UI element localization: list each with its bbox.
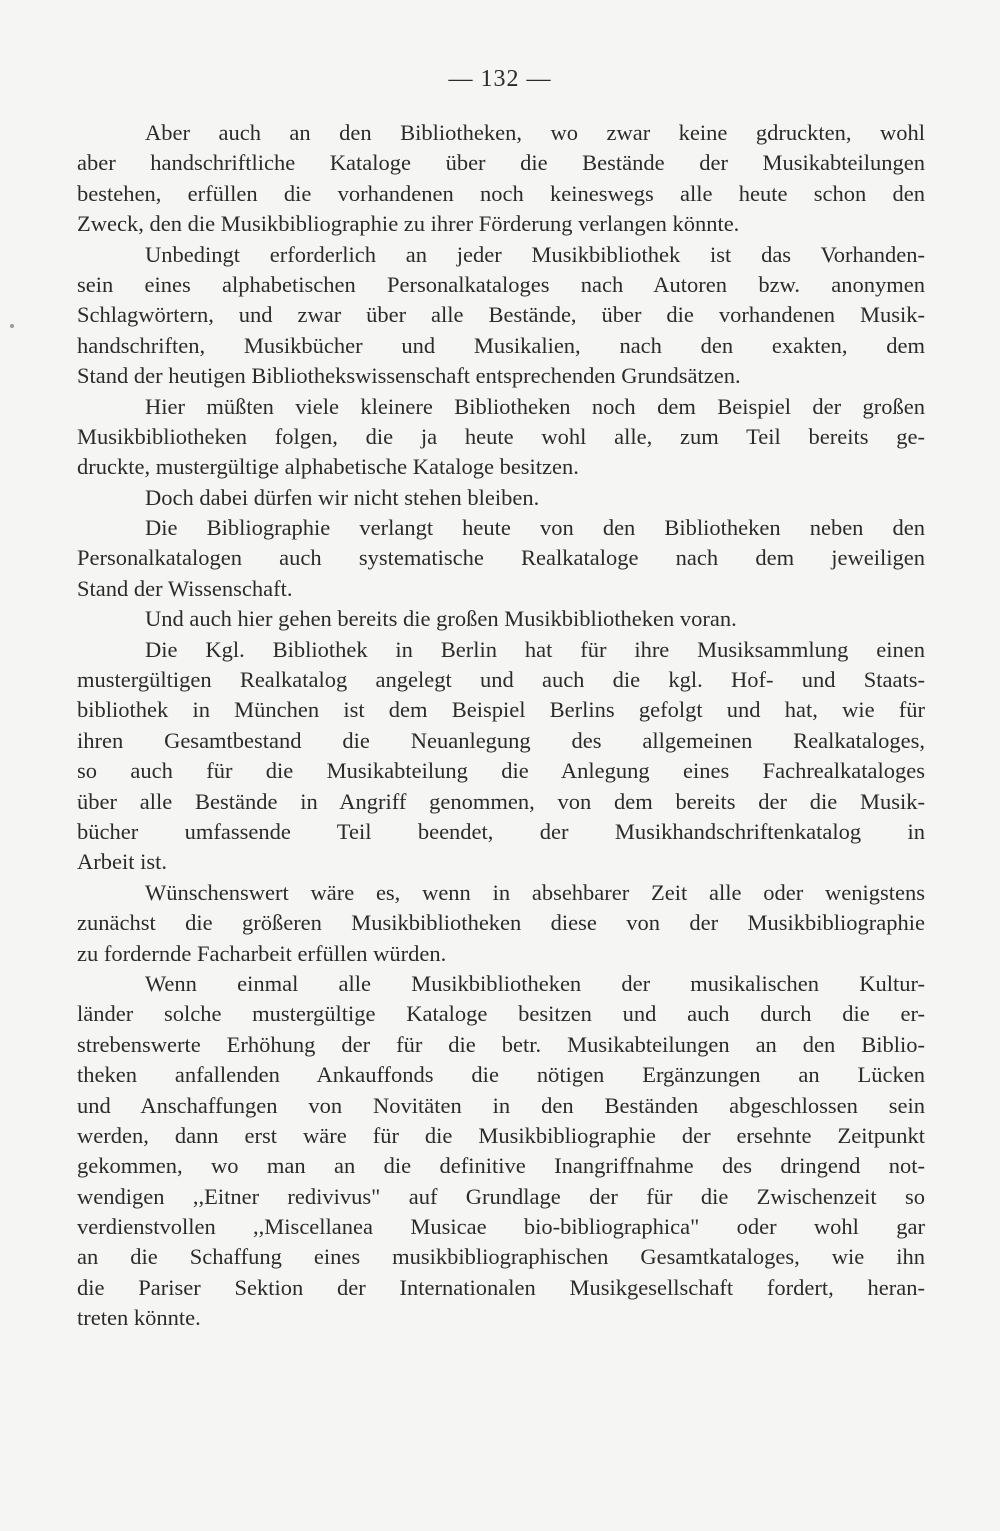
text-line: zu fordernde Facharbeit erfüllen würden. [77, 940, 447, 966]
text-line: Und auch hier gehen bereits die großen Musikbibliotheken voran. [145, 606, 737, 632]
text-line: zunächst die größeren Musikbibliotheken diese von der Musikbibliographie [77, 910, 925, 936]
text-line: Musikbibliotheken folgen, die ja heute wohl alle, zum Teil bereits ge- [77, 423, 925, 449]
text-line: werden, dann erst wäre für die Musikbibliographie der ersehnte Zeitpunkt [77, 1122, 925, 1148]
text-line: so auch für die Musikabteilung die Anlegung eines Fachrealkataloges [77, 758, 925, 784]
text-line: treten könnte. [77, 1305, 201, 1331]
text-line: Personalkatalogen auch systematische Realkataloge nach dem jeweiligen [77, 545, 925, 571]
text-line: Aber auch an den Bibliotheken, wo zwar keine gdruckten, wohl [145, 120, 925, 145]
text-line: mustergültigen Realkatalog angelegt und auch die kgl. Hof- und Staats- [77, 667, 925, 693]
margin-speck [10, 324, 14, 328]
text-line: theken anfallenden Ankauffonds die nötigen Ergänzungen an Lücken [77, 1062, 925, 1088]
text-line: und Anschaffungen von Novitäten in den Beständen abgeschlossen sein [77, 1092, 925, 1118]
text-line: Die Kgl. Bibliothek in Berlin hat für ihre Musiksammlung einen [145, 636, 925, 662]
text-line: Schlagwörtern, und zwar über alle Bestände, über die vorhandenen Musik- [77, 302, 925, 328]
text-line: Doch dabei dürfen wir nicht stehen bleiben. [145, 484, 540, 510]
text-line: Wenn einmal alle Musikbibliotheken der musikalischen Kultur- [145, 970, 925, 996]
text-line: Zweck, den die Musikbibliographie zu ihrer Förderung verlangen könnte. [77, 211, 740, 237]
text-line: bestehen, erfüllen die vorhandenen noch keineswegs alle heute schon den [77, 180, 925, 206]
text-line: verdienstvollen ,,Miscellanea Musicae bio-bibliographica" oder wohl gar [77, 1214, 925, 1240]
text-line: Arbeit ist. [77, 849, 167, 875]
text-line: handschriften, Musikbücher und Musikalien, nach den exakten, dem [77, 332, 925, 358]
text-line: Hier müßten viele kleinere Bibliotheken noch dem Beispiel der großen [145, 393, 925, 419]
text-line: Unbedingt erforderlich an jeder Musikbibliothek ist das Vorhanden- [145, 241, 925, 267]
text-line: Die Bibliographie verlangt heute von den Bibliotheken neben den [145, 515, 925, 541]
text-line: gekommen, wo man an die definitive Inangriffnahme des dringend not- [77, 1153, 925, 1179]
text-line: Wünschenswert wäre es, wenn in absehbarer Zeit alle oder wenigstens [145, 879, 925, 905]
text-line: an die Schaffung eines musikbibliographischen Gesamtkataloges, wie ihn [77, 1244, 925, 1270]
text-line: bücher umfassende Teil beendet, der Musikhandschriftenkatalog in [77, 818, 925, 844]
page-number: — 132 — [448, 66, 552, 92]
text-line: strebenswerte Erhöhung der für die betr. Musikabteilungen an den Biblio- [77, 1031, 925, 1057]
text-line: aber handschriftliche Kataloge über die Bestände der Musikabteilungen [77, 150, 925, 176]
body-text [77, 118, 925, 1334]
text-line: die Pariser Sektion der Internationalen Musikgesellschaft fordert, heran- [77, 1274, 925, 1300]
text-line: wendigen ,,Eitner redivivus" auf Grundlage der für die Zwischenzeit so [77, 1183, 925, 1209]
text-line: Stand der Wissenschaft. [77, 575, 293, 601]
text-line: länder solche mustergültige Kataloge besitzen und auch durch die er- [77, 1001, 925, 1027]
text-line: sein eines alphabetischen Personalkataloges nach Autoren bzw. anonymen [77, 271, 925, 297]
text-line: ihren Gesamtbestand die Neuanlegung des allgemeinen Realkataloges, [77, 727, 925, 753]
text-line: über alle Bestände in Angriff genommen, von dem bereits der die Musik- [77, 788, 925, 814]
text-line: druckte, mustergültige alphabetische Kataloge besitzen. [77, 454, 579, 480]
text-line: bibliothek in München ist dem Beispiel Berlins gefolgt und hat, wie für [77, 697, 925, 723]
text-line: Stand der heutigen Bibliothekswissenschaft entsprechenden Grundsätzen. [77, 363, 741, 389]
